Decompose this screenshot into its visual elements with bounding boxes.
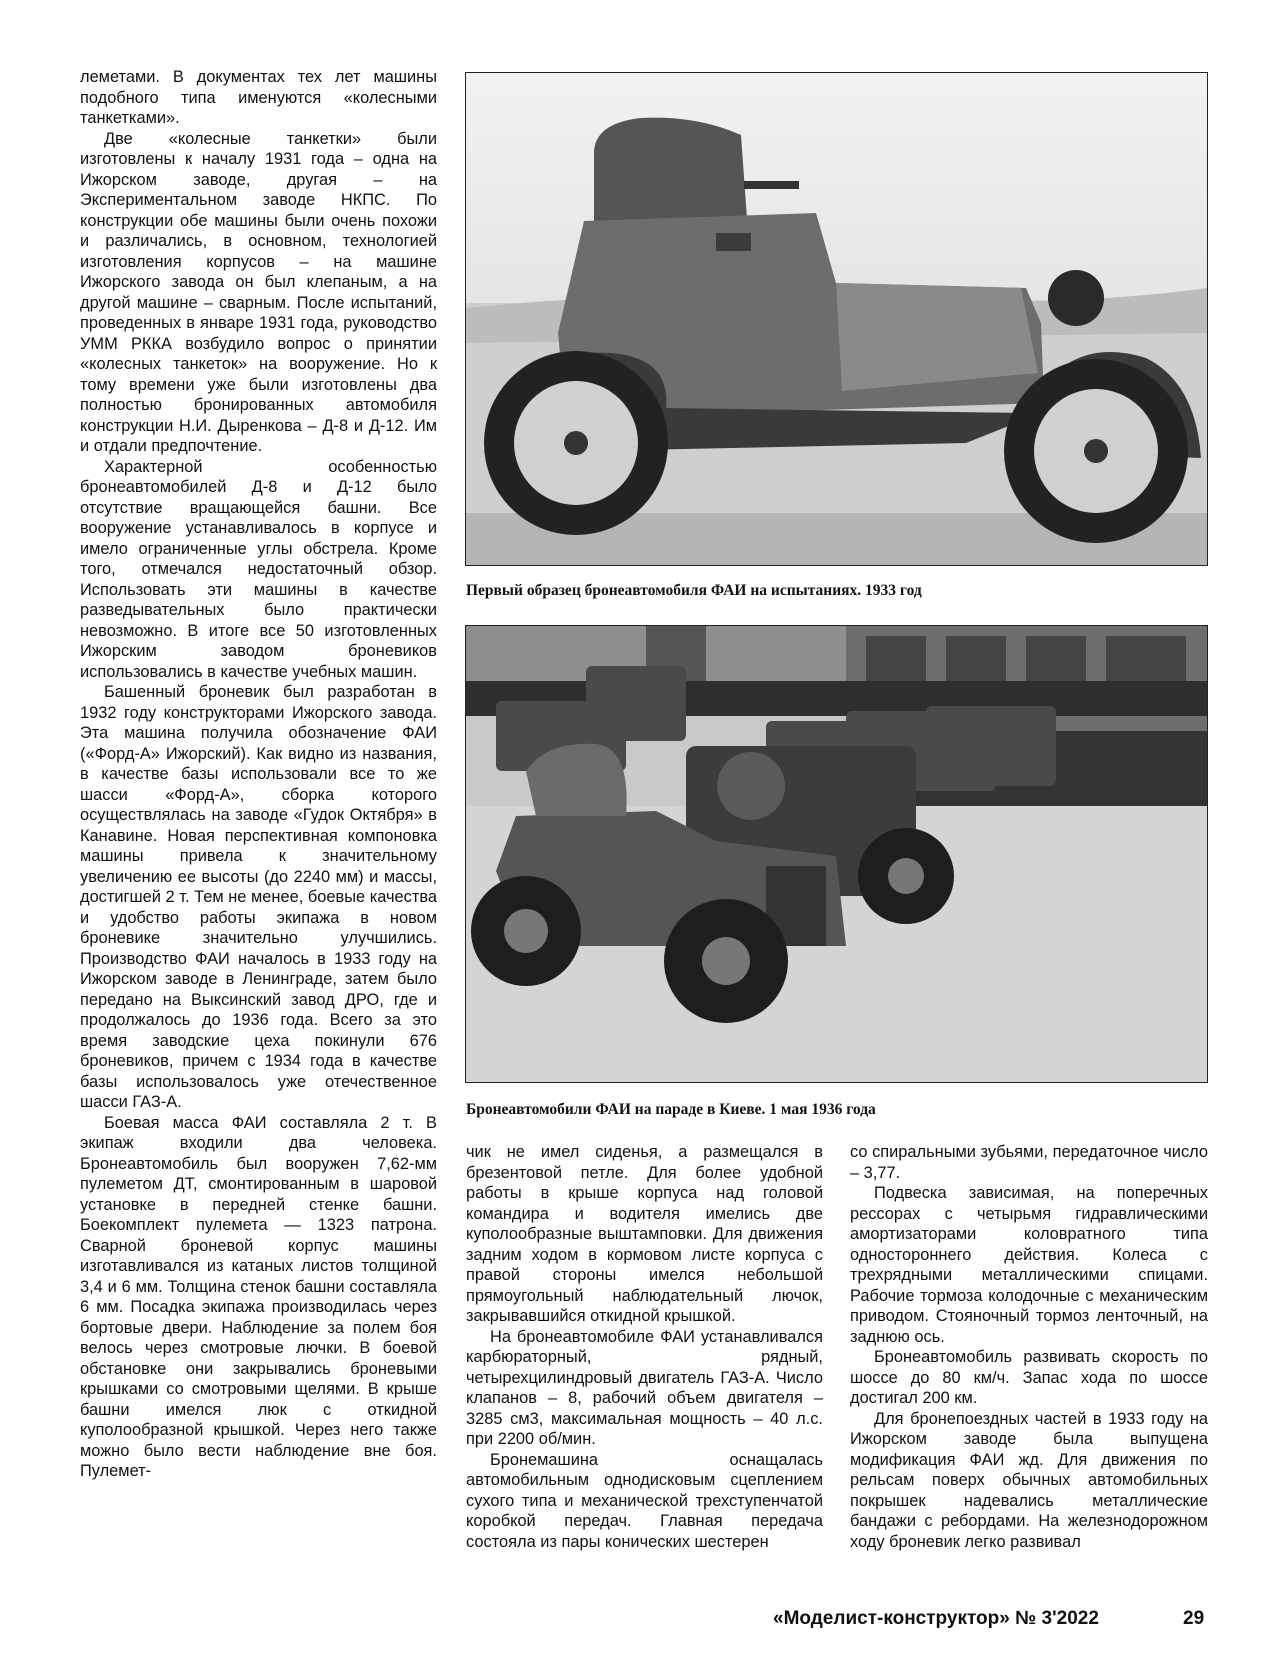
text-column-1 <box>80 67 437 1482</box>
photo-caption: Бронеавтомобили ФАИ на параде в Киеве. 1 мая 1936 года <box>466 1101 876 1118</box>
paragraph: чик не имел сиденья, а размещался в брезентовой петле. Для более удобной работы в крыше корпуса над головой командира и водителя имелись две куполообразные выштамповки. Для движения задним ходом в кормовом листе корпуса с правой стороны имелся небольшой прямоугольный наблюдательный лючок, закрывавшийся откидной крышкой. <box>466 1143 823 1325</box>
photo-parade-kiev <box>465 625 1208 1083</box>
paragraph: Подвеска зависимая, на поперечных рессорах с четырьмя гидравлическими амортизаторами коловратного типа одностороннего действия. Колеса с трехрядными металлическими спицами. Рабочие тормоза колодочные с механическим приводом. Стояночный тормоз ленточный, на заднюю ось. <box>850 1184 1208 1346</box>
page-number: 29 <box>1183 1608 1205 1629</box>
paragraph: со спиральными зубьями, передаточное число – 3,77. <box>850 1143 1208 1182</box>
paragraph: Для бронепоездных частей в 1933 году на Ижорском заводе была выпущена модификация ФАИ жд. Для движения по рельсам поверх обычных автомобильных покрышек надевались металлические бандажи с ребордами. На железнодорожном ходу броневик легко развивал <box>850 1409 1208 1551</box>
photo-armored-car-trials <box>465 72 1208 566</box>
paragraph: леметами. В документах тех лет машины подобного типа именуются «колесными танкетками». <box>80 68 437 127</box>
paragraph: Бронемашина оснащалась автомобильным однодисковым сцеплением сухого типа и механической трехступенчатой коробкой передач. Главная передача состояла из пары конических шестерен <box>466 1450 823 1551</box>
photo-caption: Первый образец бронеавтомобиля ФАИ на испытаниях. 1933 год <box>466 582 922 599</box>
text-column-3 <box>850 1142 1208 1552</box>
paragraph: Характерной особенностью бронеавтомобилей Д-8 и Д-12 было отсутствие вращающейся башни. Все вооружение устанавливалось в корпусе и имело ограниченные углы обстрела. Кроме того, отмечался недостаточный обзор. Использовать эти машины в качестве разведывательных было практически невозможно. В итоге все 50 изготовленных Ижорским заводом броневиков использовались в качестве учебных машин. <box>80 457 437 681</box>
paragraph: Бронеавтомобиль развивать скорость по шоссе до 80 км/ч. Запас хода по шоссе достигал 200 км. <box>850 1348 1208 1407</box>
paragraph: Башенный броневик был разработан в 1932 году конструкторами Ижорского завода. Эта машина получила обозначение ФАИ («Форд-А» Ижорский). Как видно из названия, в качестве базы использовали все то же шасси «Форд-А», сборка которого осуществлялась на заводе «Гудок Октября» в Канавине. Новая перспективная компоновка машины привела к значительному увеличению ее высоты (до 2240 мм) и массы, достигшей 2 т. Тем не менее, боевые качества и удобство работы экипажа в новом броневике значительно улучшились. Производство ФАИ началось в 1933 году на Ижорском заводе в Ленинграде, затем было передано на Выксинский завод ДРО, где и продолжалось до 1936 года. Всего за это время заводские цеха покинули 676 броневиков, причем с 1934 года в качестве базы использовалось уже отечественное шасси ГАЗ-А. <box>80 683 437 1111</box>
footer-magazine-title: «Моделист-конструктор» № 3'2022 <box>773 1608 1099 1629</box>
paragraph: Боевая масса ФАИ составляла 2 т. В экипаж входили два человека. Бронеавтомобиль был вооружен 7,62-мм пулеметом ДТ, смонтированным в шаровой установке в передней стенке башни. Боекомплект пулемета — 1323 патрона. Сварной броневой корпус машины изготавливался из катаных листов толщиной 3,4 и 6 мм. Толщина стенок башни составляла 6 мм. Посадка экипажа производилась через бортовые двери. Наблюдение за полем боя велось через смотровые лючки. В боевой обстановке они закрывались броневыми крышками со смотровыми щелями. В крыше башни имелся люк с откидной куполообразной крышкой. Через него также можно было вести наблюдение вне боя. Пулемет- <box>80 1113 437 1480</box>
paragraph: Две «колесные танкетки» были изготовлены к началу 1931 года – одна на Ижорском заводе, другая – на Экспериментальном заводе НКПС. По конструкции обе машины были очень похожи и различались, в основном, технологией изготовления корпусов – на машине Ижорского завода он был клепаным, а на другой машине – сварным. После испытаний, проведенных в январе 1931 года, руководство УММ РККА возбудило вопрос о принятии «колесных танкеток» на вооружение. Но к тому времени уже были изготовлены два полностью бронированных автомобиля конструкции Н.И. Дыренкова – Д-8 и Д-12. Им и отдали предпочтение. <box>80 129 437 455</box>
paragraph: На бронеавтомобиле ФАИ устанавливался карбюраторный, рядный, четырехцилиндровый двигатель ГАЗ-А. Число клапанов – 8, рабочий объем двигателя – 3285 см3, максимальная мощность – 40 л.с. при 2200 об/мин. <box>466 1327 823 1448</box>
text-column-2 <box>466 1142 823 1552</box>
